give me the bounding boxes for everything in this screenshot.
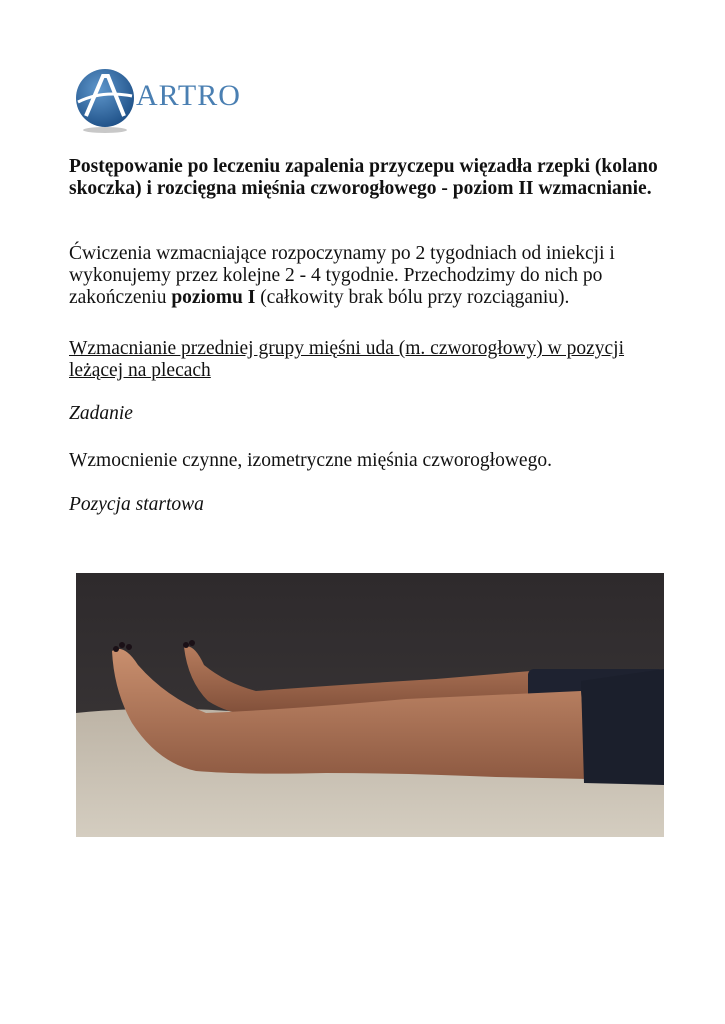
intro-text-part2: (całkowity brak bólu przy rozciąganiu). [255, 287, 570, 308]
intro-paragraph [69, 243, 659, 309]
start-position-label: Pozycja startowa [69, 494, 204, 515]
task-body: Wzmocnienie czynne, izometryczne mięśnia czworogłowego. [69, 450, 552, 471]
section-heading: Wzmacnianie przedniej grupy mięśni uda (m. czworogłowy) w pozycji leżącej na plecach [69, 338, 625, 381]
artro-logo [72, 66, 272, 136]
logo-wordmark: ARTRO [136, 79, 241, 112]
document-title: Postępowanie po leczeniu zapalenia przyczepu więzadła rzepki (kolano skoczka) i rozcięgna mięśnia czworogłowego - poziom II wzmacnianie. [69, 156, 658, 199]
intro-bold-level: poziomu I [171, 287, 256, 308]
artro-circle-a-icon [72, 66, 136, 136]
legs-lying-on-back-photo [76, 573, 664, 837]
task-label: Zadanie [69, 403, 133, 424]
intro-text-part1: Ćwiczenia wzmacniające rozpoczynamy po 2 tygodniach od iniekcji i wykonujemy przez kolejne 2 - 4 tygodnie. Przechodzimy do nich po zakończeniu [69, 243, 615, 308]
